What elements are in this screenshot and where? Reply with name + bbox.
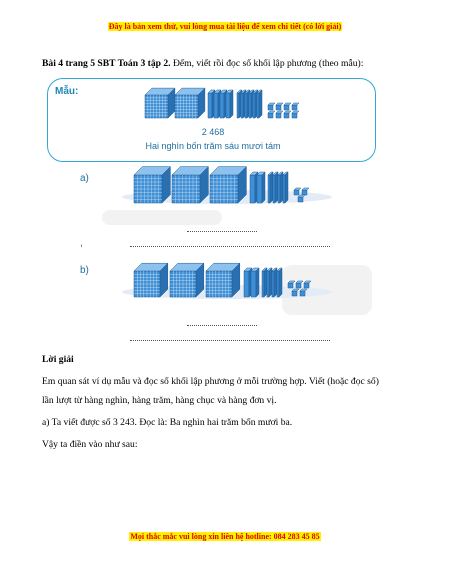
top-banner-text: Đây là bản xem thử, vui lòng mua tài liệu để xem chi tiết (có lời giải) (108, 22, 342, 31)
exercise-title-text: Đếm, viết rồi đọc số khối lập phương (theo mẫu): (170, 58, 364, 69)
answer-words-a (130, 246, 330, 247)
exercise-title (42, 57, 417, 71)
part-b-label: b) (80, 265, 89, 276)
comma-mark: , (80, 238, 83, 249)
bottom-banner (0, 532, 450, 541)
ten-rod (262, 268, 267, 297)
unit-cube (284, 111, 291, 118)
solution-line-1: Em quan sát ví dụ mẫu và đọc số khối lập phương ở mỗi trường hợp. Viết (hoặc đọc số) (42, 376, 379, 387)
unit-cube (304, 281, 311, 288)
unit-cube (296, 281, 303, 288)
hundred-flat (226, 90, 233, 118)
bottom-banner-text: Mọi thắc mắc vui lòng xin liên hệ hotline: 084 283 45 85 (130, 532, 320, 541)
unit-cube (294, 188, 301, 195)
thousand-cube (210, 167, 246, 203)
part-a-label: a) (80, 173, 89, 184)
solution-line-2: lần lượt từ hàng nghìn, hàng trăm, hàng chục và hàng đơn vị. (42, 395, 277, 406)
ten-rod (267, 268, 272, 297)
ten-rod (272, 268, 277, 297)
answer-number-b (187, 325, 257, 326)
top-banner (0, 22, 450, 31)
answer-number-a (187, 231, 257, 232)
solution-heading: Lời giải (42, 354, 74, 365)
hundred-flat (257, 172, 265, 203)
ten-rod (273, 172, 278, 203)
unit-cube (292, 111, 299, 118)
unit-cube (284, 103, 291, 110)
unit-cube (268, 111, 275, 118)
unit-cube (298, 195, 305, 202)
unit-cube (300, 289, 307, 296)
ten-rod (283, 172, 288, 203)
hundred-flat (251, 268, 259, 297)
unit-cube (288, 281, 295, 288)
unit-cube (292, 103, 299, 110)
sample-label: Mẫu: (55, 86, 79, 97)
sample-words: Hai nghìn bốn trăm sáu mươi tám (145, 141, 281, 151)
thousand-cube (170, 263, 204, 297)
unit-cube (302, 188, 309, 195)
answer-words-b (130, 340, 330, 341)
ten-rod (277, 268, 282, 297)
sample-number: 2 468 (201, 127, 225, 137)
thousand-cube (134, 263, 168, 297)
unit-cube (276, 111, 283, 118)
cube-illustrations (42, 75, 412, 343)
ten-rod (257, 90, 262, 118)
solution-line-4: Vậy ta điền vào như sau: (42, 439, 138, 450)
unit-cube (292, 289, 299, 296)
unit-cube (268, 103, 275, 110)
exercise-title-bold: Bài 4 trang 5 SBT Toán 3 tập 2. (42, 58, 171, 69)
thousand-cube (206, 263, 240, 297)
ten-rod (278, 172, 283, 203)
solution-line-3: a) Ta viết được số 3 243. Đọc là: Ba nghìn hai trăm bốn mươi ba. (42, 417, 293, 428)
thousand-cube (175, 88, 205, 118)
thousand-cube (134, 167, 170, 203)
thousand-cube (172, 167, 208, 203)
unit-cube (276, 103, 283, 110)
thousand-cube (145, 88, 175, 118)
ten-rod (268, 172, 273, 203)
exercise-figure (42, 75, 412, 343)
